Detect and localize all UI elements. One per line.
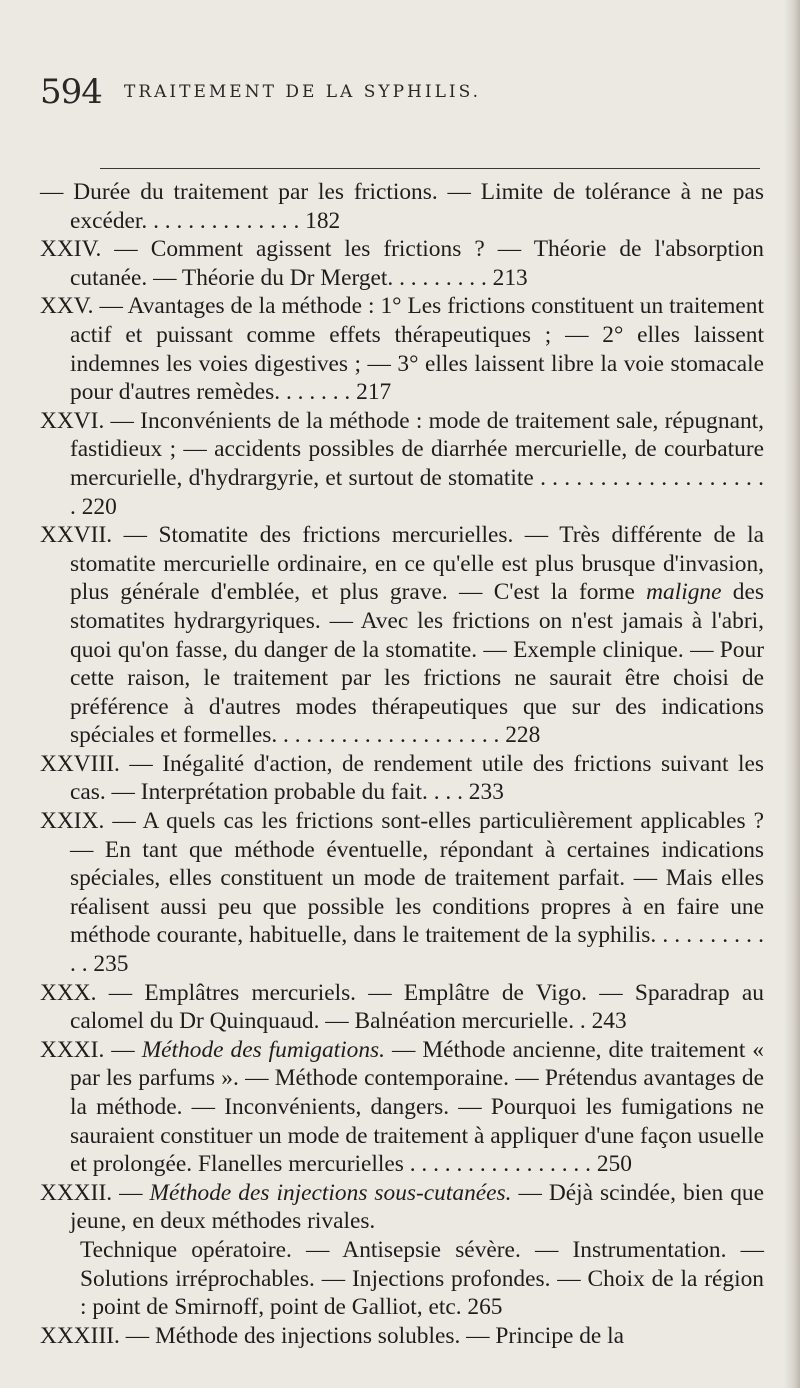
toc-entry: [40, 1179, 764, 1236]
toc-entry: XXX. — Emplâtres mercuriels. — Emplâtre de Vigo. — Sparadrap au calomel du Dr Quinquaud. — Balnéation mercurielle. . 243: [40, 979, 764, 1035]
page-edge: [784, 0, 800, 1388]
page-header: [40, 72, 740, 112]
toc-entry: XXV. — Avantages de la méthode : 1° Les frictions constituent un traitement actif et puissant comme effets thérapeutiques ; — 2° elles laissent indemnes les voies digestives ; — 3° elles laissent libre la voie stomacale pour d'autres remèdes. . . . . . . 217: [40, 293, 764, 406]
toc-entry-italic: Méthode des fumigations.: [141, 1036, 385, 1063]
toc-entry-text: des stomatites hydrargyriques. — Avec les frictions on n'est jamais à l'abri, quoi qu'on fasse, du danger de la stomatite. — Exemple clinique. — Pour cette raison, le traitement par les frictions ne saurait être choisi de préférence à d'autres modes thérapeutiques que sur des indications spéciales et formelles. . . . . . . . . . . . . . . . . . . . 228: [70, 579, 764, 749]
toc-entry: — Durée du traitement par les frictions. — Limite de tolérance à ne pas excéder. . . . . . . . . . . . . . 182: [40, 179, 764, 234]
toc-entry: XXVI. — Inconvénients de la méthode : mode de traitement sale, répugnant, fastidieux ; — accidents possibles de diarrhée mercurielle, de courbature mercurielle, d'hydrargyrie, et surtout de stomatite . . . . . . . . . . . . . . . . . . . . 220: [40, 407, 764, 520]
toc-entry-text: — Méthode ancienne, dite traitement « par les parfums ». — Méthode contemporaine. — Prétendus avantages de la méthode. — Inconvénients, dangers. — Pourquoi les fumigations ne sauraient constituer un mode de traitement à appliquer d'une façon usuelle et prolongée. Flanelles mercurielles . . . . . . . . . . . . . . . . 250: [70, 1036, 765, 1178]
toc-entry-text: XXVII. — Stomatite des frictions mercurielles. — Très différente de la stomatite mercurielle ordinaire, en ce qu'elle est plus brusque d'invasion, plus générale d'emblée, et plus grave. — C'est la forme: [40, 522, 764, 606]
header-rule: [100, 168, 760, 169]
toc-entry: [40, 1036, 764, 1179]
toc-subentry: Technique opératoire. — Antisepsie sévère. — Instrumentation. — Solutions irréprochables. — Injections profondes. — Choix de la région : point de Smirnoff, point de Galliot, etc. 265: [80, 1236, 764, 1321]
toc-entry-italic: Méthode des injections sous-cutanées.: [149, 1179, 512, 1206]
toc-entry-text: XXXI. —: [40, 1036, 142, 1063]
page-number: 594: [40, 72, 102, 112]
toc-entry-italic: maligne: [646, 579, 722, 606]
toc-entry: XXVIII. — Inégalité d'action, de rendement utile des frictions suivant les cas. — Interprétation probable du fait. . . . 233: [40, 750, 764, 806]
toc-entry: XXIV. — Comment agissent les frictions ? — Théorie de l'absorption cutanée. — Théorie du Dr Merget. . . . . . . . . 213: [40, 236, 764, 291]
table-of-contents: [40, 178, 764, 1350]
toc-entry: XXIX. — A quels cas les frictions sont-elles particulièrement applicables ? — En tant que méthode éventuelle, répondant à certaines indications spéciales, elles constituent un mode de traitement parfait. — Mais elles réalisent aussi peu que possible les conditions propres à en faire une méthode courante, habituelle, dans le traitement de la syphilis. . . . . . . . . . . . 235: [40, 808, 764, 978]
toc-entry-text: — Déjà scindée, bien que jeune, en deux méthodes rivales.: [70, 1179, 764, 1235]
running-head: TRAITEMENT DE LA SYPHILIS.: [124, 82, 482, 102]
toc-entry-text: XXXII. —: [40, 1179, 150, 1206]
toc-entry: XXXIII. — Méthode des injections solubles. — Principe de la: [40, 1322, 625, 1349]
toc-entry: [40, 521, 764, 750]
